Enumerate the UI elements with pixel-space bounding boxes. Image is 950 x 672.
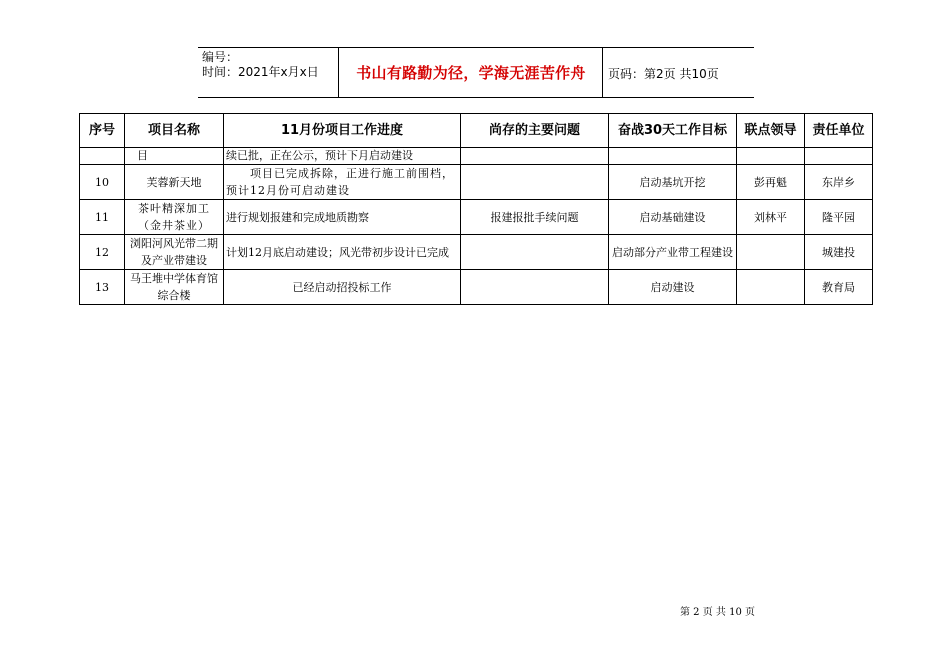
table-row [80, 235, 873, 270]
cell-target [609, 148, 737, 165]
cell-name: 茶叶精深加工（金井茶业） [125, 200, 224, 235]
cell-leader: 彭再魁 [737, 165, 805, 200]
cell-no [80, 148, 125, 165]
cell-target: 启动部分产业带工程建设 [609, 235, 737, 270]
table-row [80, 270, 873, 305]
cell-progress: 计划12月底启动建设；风光带初步设计已完成 [224, 235, 461, 270]
cell-leader [737, 270, 805, 305]
cell-target: 启动基础建设 [609, 200, 737, 235]
col-header-name: 项目名称 [125, 114, 224, 148]
col-header-unit: 责任单位 [805, 114, 873, 148]
page-footer: 第 2 页 共 10 页 [680, 607, 755, 618]
col-header-no: 序号 [80, 114, 125, 148]
cell-leader: 刘林平 [737, 200, 805, 235]
cell-progress: 项目已完成拆除，正进行施工前围档，预计12月份可启动建设 [224, 165, 461, 200]
cell-problem [461, 270, 609, 305]
cell-no: 11 [80, 200, 125, 235]
cell-no: 10 [80, 165, 125, 200]
table-row [80, 165, 873, 200]
table-row [80, 200, 873, 235]
cell-unit: 城建投 [805, 235, 873, 270]
cell-progress: 续已批，正在公示，预计下月启动建设 [224, 148, 461, 165]
cell-problem [461, 165, 609, 200]
cell-unit: 东岸乡 [805, 165, 873, 200]
time-label: 时间：2021年x月x日 [202, 65, 319, 79]
cell-no: 13 [80, 270, 125, 305]
project-table [79, 113, 873, 305]
document-header [198, 47, 754, 98]
cell-name: 浏阳河风光带二期及产业带建设 [125, 235, 224, 270]
cell-target: 启动建设 [609, 270, 737, 305]
cell-unit [805, 148, 873, 165]
cell-progress: 进行规划报建和完成地质勘察 [224, 200, 461, 235]
col-header-problem: 尚存的主要问题 [461, 114, 609, 148]
cell-no: 12 [80, 235, 125, 270]
cell-unit: 隆平园 [805, 200, 873, 235]
cell-problem [461, 148, 609, 165]
cell-name: 目 [125, 148, 224, 165]
table-header-row [80, 114, 873, 148]
col-header-target: 奋战30天工作目标 [609, 114, 737, 148]
cell-progress: 已经启动招投标工作 [224, 270, 461, 305]
header-divider [602, 48, 603, 97]
cell-leader [737, 148, 805, 165]
cell-name: 马王堆中学体育馆综合楼 [125, 270, 224, 305]
col-header-leader: 联点领导 [737, 114, 805, 148]
cell-problem [461, 235, 609, 270]
col-header-progress: 11月份项目工作进度 [224, 114, 461, 148]
number-label: 编号： [202, 50, 239, 64]
cell-name: 芙蓉新天地 [125, 165, 224, 200]
header-meta [202, 50, 319, 80]
motto: 书山有路勤为径，学海无涯苦作舟 [356, 64, 586, 82]
header-divider [338, 48, 339, 97]
cell-problem: 报建报批手续问题 [461, 200, 609, 235]
table-row [80, 148, 873, 165]
cell-unit: 教育局 [805, 270, 873, 305]
cell-leader [737, 235, 805, 270]
page-number-label: 页码：第2页 共10页 [608, 67, 719, 81]
cell-target: 启动基坑开挖 [609, 165, 737, 200]
